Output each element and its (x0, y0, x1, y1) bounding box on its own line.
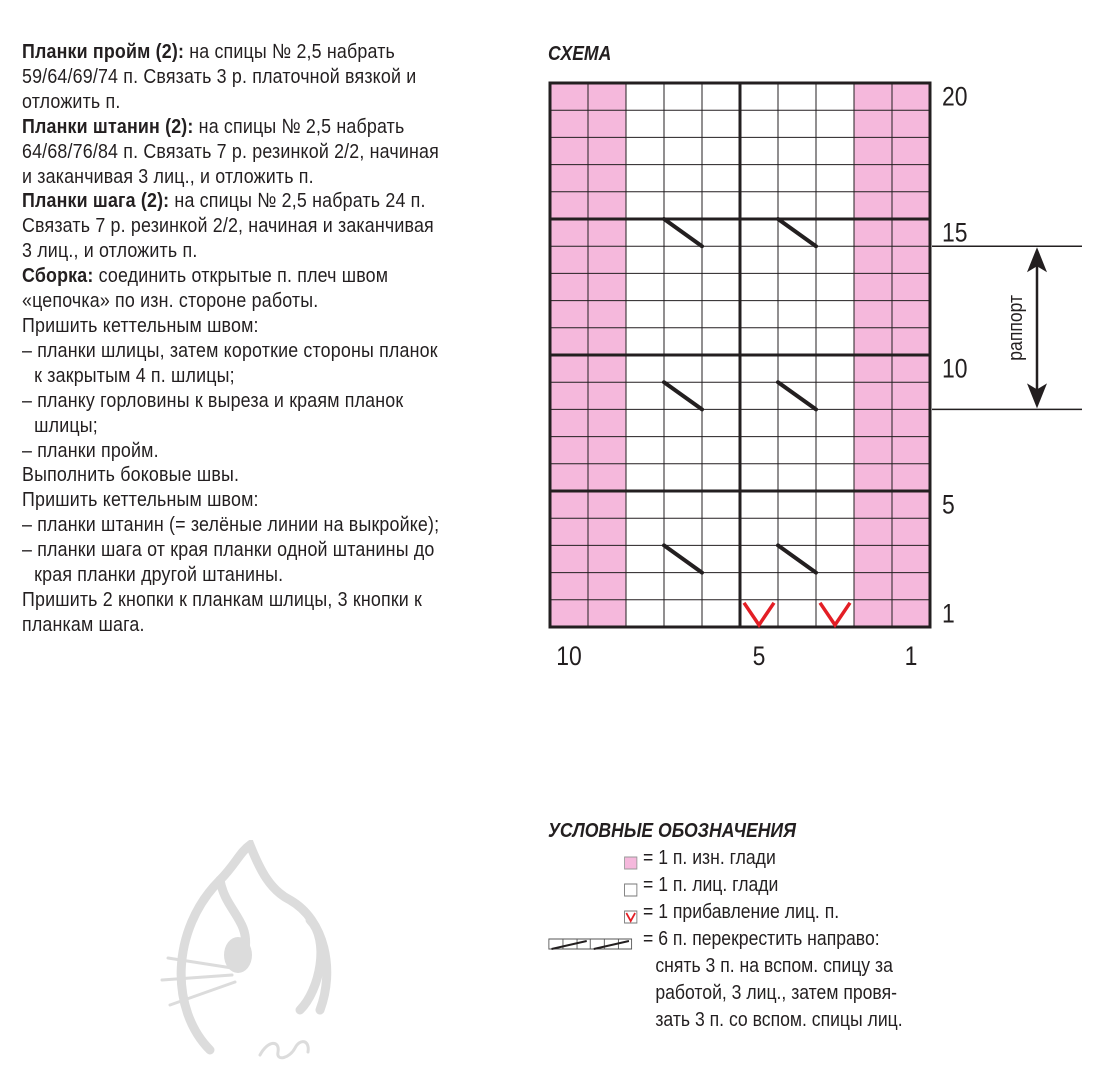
legend (548, 818, 1023, 1034)
instruction-body: Пришить 2 кнопки к планкам шлицы, 3 кнопки к планкам шага. (22, 587, 423, 636)
instruction-body: Выполнить боковые швы. (22, 463, 240, 487)
instruction-heading: Планки шага (2): (22, 189, 170, 213)
scheme-title: СХЕМА (548, 41, 612, 65)
instruction-body: – планку горловины к выреза и краям планок шлицы; (22, 388, 404, 437)
row-label: 15 (942, 217, 968, 249)
legend-item (548, 845, 1023, 872)
legend-item (548, 899, 1023, 926)
instruction-body: – планки шлицы, затем короткие стороны планок к закрытым 4 п. шлицы; (22, 338, 438, 387)
instruction-heading: Планки штанин (2): (22, 114, 194, 138)
instruction-body: на спицы № 2,5 набрать 24 п. Связать 7 р. резинкой 2/2, начиная и заканчивая 3 лиц., и отложить п. (22, 189, 434, 263)
legend-text: = 1 прибавление лиц. п. (643, 901, 840, 923)
legend-continuation: снять 3 п. на вспом. спицу за (655, 955, 893, 977)
instruction-body: Пришить кеттельным швом: (22, 313, 259, 337)
instruction-body: Пришить кеттельным швом: (22, 488, 259, 512)
row-label: 10 (942, 353, 968, 385)
legend-text: = 6 п. перекрестить направо: (643, 928, 880, 950)
legend-continuation: работой, 3 лиц., затем провя- (655, 982, 897, 1004)
instruction-body: соединить открытые п. плеч швом «цепочка» по изн. стороне работы. (22, 264, 389, 313)
instruction-heading: Планки пройм (2): (22, 40, 185, 63)
row-label: 1 (942, 598, 955, 629)
repeat-label: раппорт (1003, 294, 1027, 361)
row-label: 20 (942, 81, 968, 113)
instruction-heading: Сборка: (22, 264, 94, 288)
instruction-body: на спицы № 2,5 набрать 64/68/76/84 п. Связать 7 р. резинкой 2/2, начиная и заканчивая 3 лиц., и отложить п. (22, 114, 439, 188)
instruction-body: – планки пройм. (22, 438, 159, 462)
legend-item (548, 926, 1023, 953)
repeat-indicator (932, 246, 1082, 409)
instruction-body: на спицы № 2,5 набрать 59/64/69/74 п. Связать 3 р. платочной вязкой и отложить п. (22, 40, 417, 113)
cat-logo-icon (150, 840, 350, 1070)
row-label: 5 (942, 489, 955, 521)
legend-title: УСЛОВНЫЕ ОБОЗНАЧЕНИЯ (548, 820, 796, 842)
column-label: 10 (556, 641, 582, 672)
column-label: 1 (904, 641, 918, 672)
instruction-body: – планки штанин (= зелёные линии на выкройке); (22, 513, 440, 537)
legend-text: = 1 п. изн. глади (643, 847, 776, 869)
legend-continuation: зать 3 п. со вспом. спицы лиц. (655, 1009, 903, 1031)
legend-text: = 1 п. лиц. глади (643, 874, 779, 896)
instruction-body: – планки шага от края планки одной штанины до края планки другой штанины. (22, 538, 435, 587)
column-label: 5 (752, 641, 766, 672)
chart-grid (550, 83, 930, 627)
legend-items (548, 845, 1023, 1034)
legend-item (548, 872, 1023, 899)
